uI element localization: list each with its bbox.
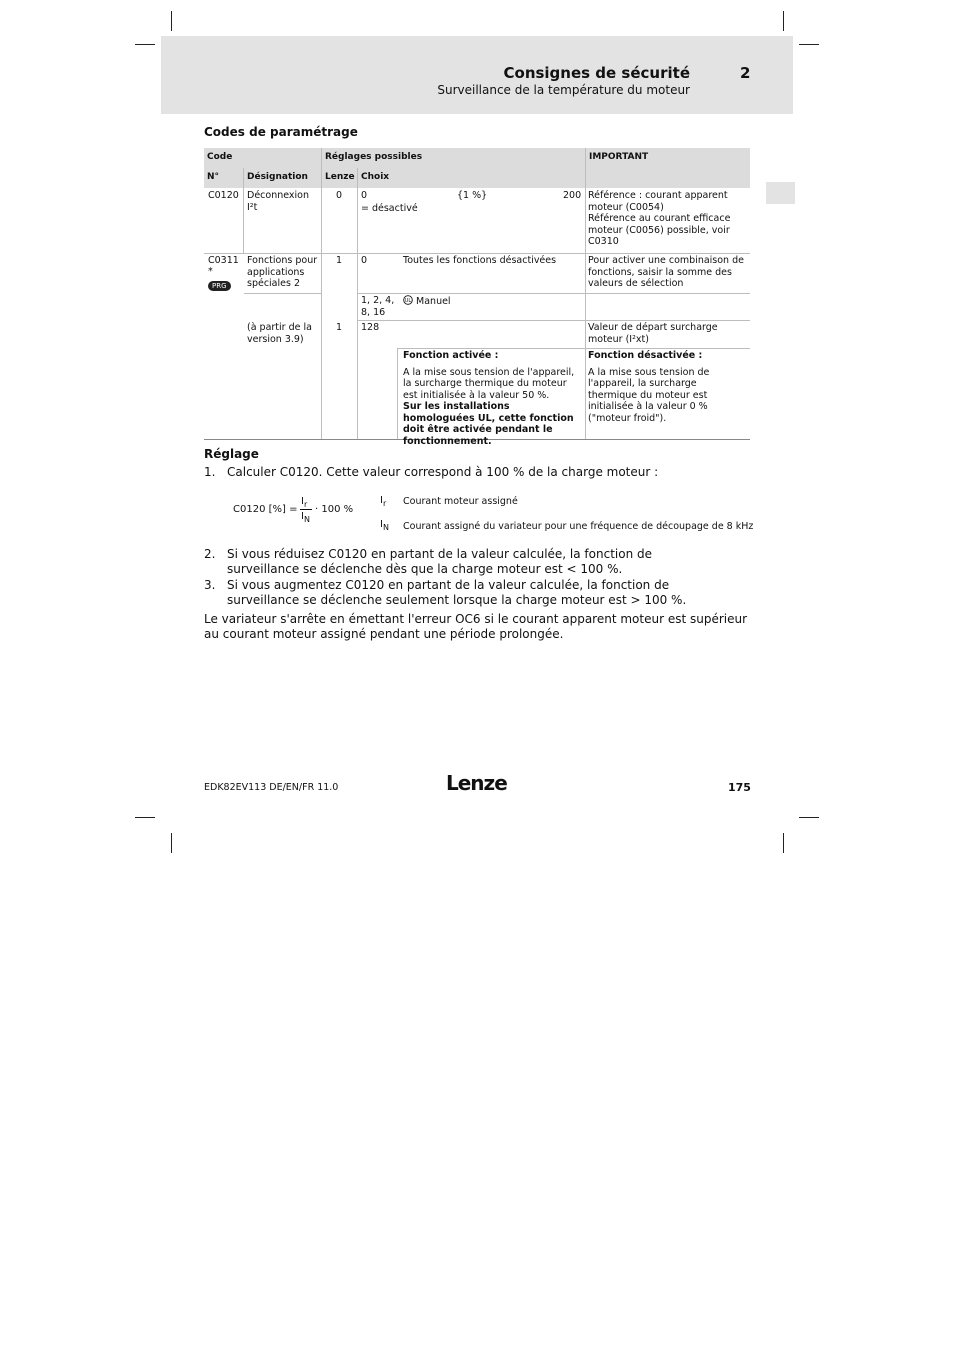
- crop-mark: [783, 833, 784, 853]
- legend-symbol-sub: N: [382, 523, 389, 532]
- legend-text: Courant moteur assigné: [403, 496, 518, 507]
- table-divider: [585, 148, 586, 440]
- svg-text:UL: UL: [404, 298, 412, 304]
- closing-paragraph: Le variateur s'arrête en émettant l'erreur OC6 si le courant apparent moteur est supérieur au courant moteur assigné pendant une période prolongée.: [204, 612, 748, 641]
- doc-reference: EDK82EV113 DE/EN/FR 11.0: [204, 782, 339, 793]
- crop-mark: [783, 11, 784, 31]
- formula-lhs: C0120 [%] =: [233, 504, 298, 515]
- chapter-number: 2: [740, 64, 751, 82]
- table-divider: [357, 168, 358, 440]
- choix-max: 200: [563, 190, 582, 201]
- col-header-important: IMPORTANT: [586, 148, 750, 188]
- step-number: 2.: [204, 547, 216, 561]
- crop-mark: [135, 44, 155, 45]
- table-divider: [321, 148, 322, 440]
- function-disabled-text: A la mise sous tension de l'appareil, la surcharge thermique du moteur est initialisée à la valeur 0 % ("moteur froid").: [588, 366, 710, 424]
- section-title: Réglage: [204, 447, 259, 461]
- param-code: C0311: [208, 255, 239, 266]
- prg-badge: [208, 280, 231, 292]
- legend-symbol: [380, 495, 386, 510]
- col-header-no: N°: [204, 168, 243, 188]
- table-divider: [243, 168, 244, 254]
- param-code: C0120: [208, 190, 239, 201]
- table-divider: [358, 320, 750, 321]
- choix-value: 1, 2, 4, 8, 16: [361, 295, 395, 318]
- col-header-code: Code: [204, 148, 321, 168]
- crop-mark: [171, 833, 172, 853]
- table-divider: [244, 293, 321, 294]
- param-designation: Fonctions pour applications spéciales 2: [247, 255, 318, 289]
- legend-symbol-letter: I: [380, 495, 383, 506]
- step-text: Si vous augmentez C0120 en partant de la valeur calculée, la fonction de surveillance se déclenche seulement lorsque la charge moteur est > 100 %.: [227, 578, 687, 607]
- function-disabled: [588, 350, 746, 424]
- function-disabled-title: Fonction désactivée :: [588, 350, 703, 361]
- col-header-designation: Désignation: [244, 168, 321, 188]
- prg-badge-label: PRG: [208, 281, 231, 291]
- ul-mark-icon: [403, 295, 413, 305]
- crop-mark: [799, 44, 819, 45]
- header-band: [161, 36, 793, 114]
- formula-denominator: [301, 511, 310, 526]
- param-designation: [247, 190, 319, 213]
- table-divider: [358, 293, 750, 294]
- step-text: Calculer C0120. Cette valeur correspond à 100 % de la charge moteur :: [227, 465, 659, 479]
- crop-mark: [799, 817, 819, 818]
- important-line: Référence au courant efficace moteur (C0056) possible, voir C0310: [588, 213, 731, 247]
- crop-mark: [171, 11, 172, 31]
- choix-text: [403, 295, 451, 308]
- lenze-logo: Lenze: [446, 771, 507, 795]
- formula-den-symbol: I: [301, 511, 304, 522]
- choix-value: 128: [361, 322, 380, 333]
- important-note: Pour activer une combinaison de fonctions, saisir la somme des valeurs de sélection: [588, 255, 744, 289]
- fraction-bar: [300, 509, 312, 510]
- table-divider: [398, 348, 750, 349]
- param-star: *: [208, 266, 213, 277]
- function-enabled: [403, 350, 581, 447]
- designation-line: Déconnexion: [247, 190, 310, 201]
- important-note: [588, 190, 746, 248]
- page-number: 175: [728, 781, 751, 794]
- choix-value: 0: [361, 255, 368, 266]
- legend-symbol-sub: r: [382, 499, 387, 508]
- lenze-value: 1: [336, 322, 343, 333]
- section-title: Codes de paramétrage: [204, 125, 358, 139]
- legend-text: Courant assigné du variateur pour une fréquence de découpage de 8 kHz: [403, 521, 754, 532]
- legend-symbol-letter: I: [380, 519, 383, 530]
- col-header-choix: Choix: [358, 168, 585, 188]
- formula-den-sub: N: [303, 515, 310, 524]
- choix-text: Toutes les fonctions désactivées: [403, 255, 557, 266]
- step-text: Si vous réduisez C0120 en partant de la valeur calculée, la fonction de surveillance se déclenche dès que la charge moteur est < 100 %.: [227, 547, 652, 576]
- function-enabled-text: A la mise sous tension de l'appareil, la surcharge thermique du moteur est initialisée à la valeur 50 %.: [403, 366, 575, 401]
- table-divider: [204, 253, 750, 254]
- lenze-value: 0: [336, 190, 343, 201]
- legend-symbol: [380, 519, 389, 534]
- step-number: 1.: [204, 465, 216, 479]
- formula-num-symbol: I: [301, 496, 304, 507]
- col-header-lenze: Lenze: [322, 168, 357, 188]
- chapter-tab: [766, 182, 795, 204]
- function-enabled-warning: Sur les installations homologuées UL, cette fonction doit être activée pendant le fonctionnement.: [403, 401, 574, 447]
- important-line: Référence : courant apparent moteur (C0054): [588, 190, 728, 213]
- lenze-value: 1: [336, 255, 343, 266]
- function-enabled-title: Fonction activée :: [403, 350, 499, 361]
- designation-line: I²t: [247, 201, 258, 213]
- choix-min: 0: [361, 190, 368, 201]
- important-note: Valeur de départ surcharge moteur (I²xt): [588, 322, 718, 345]
- formula-rhs: · 100 %: [315, 504, 354, 515]
- choix-text-label: Manuel: [416, 296, 451, 307]
- choix-unit: {1 %}: [457, 190, 488, 201]
- choix-note: = désactivé: [361, 203, 418, 214]
- formula-num-sub: r: [303, 500, 308, 509]
- table-divider: [397, 348, 398, 440]
- page-subtitle: Surveillance de la température du moteur: [437, 83, 690, 97]
- crop-mark: [135, 817, 155, 818]
- param-designation: (à partir de la version 3.9): [247, 322, 312, 345]
- page-title: Consignes de sécurité: [503, 64, 690, 82]
- col-header-reglages: Réglages possibles: [322, 148, 585, 168]
- step-number: 3.: [204, 578, 216, 592]
